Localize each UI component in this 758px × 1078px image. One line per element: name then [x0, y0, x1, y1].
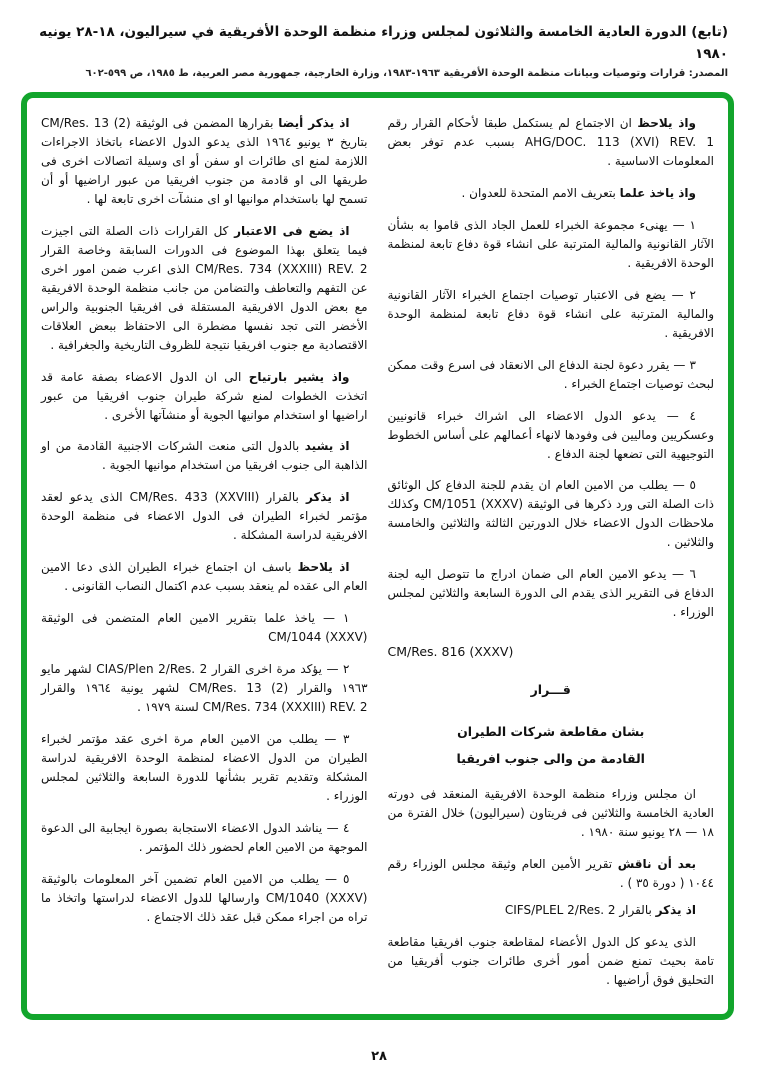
green-border-frame — [21, 92, 734, 1020]
page-number: ٢٨ — [371, 1049, 387, 1064]
column-left — [41, 114, 368, 1003]
left-paragraph-3: واذ يشير بارتياح الى ان الدول الاعضاء بصفة عامة قد اتخذت الخطوات لمنع شركة طيران جنوب افريقيا من عبور اراضيها او استخدام موانيها الجوية أو منشآتها الأخرى . — [41, 369, 368, 422]
left-paragraph-1-lead: اذ يذكر أيضا — [278, 116, 350, 131]
right-paragraph-11: بشان مقاطعة شركات الطيران — [457, 723, 645, 739]
left-paragraph-5: اذ يذكر بالقرار CM/Res. 433 (XXVIII) الذى يدعو لعقد مؤتمر لخبراء الطيران فى الدول الاعضاء فى منظمة الوحدة الافريقية لدراسة المشكلة . — [41, 490, 368, 543]
right-paragraph-1: واذ يلاحظ ان الاجتماع لم يستكمل طبقا لأحكام القرار رقم AHG/DOC. 113 (XVI) REV. 1 بسبب عدم توفر بعض المعلومات الاساسية . — [387, 116, 714, 169]
left-paragraph-3-lead: واذ يشير بارتياح — [248, 369, 350, 384]
source-line: المصدر: قرارات وتوصيات وبيانات منظمة الوحدة الأفريقية ١٩٦٣-١٩٨٣، وزارة الخارجية، جمهورية مصر العربية، ط ١٩٨٥، ص ٥٩٩-٦٠٢ — [85, 68, 728, 80]
left-paragraph-5-lead: اذ يذكر — [305, 490, 350, 505]
left-paragraph-10: ٤ — يناشد الدول الاعضاء الاستجابة بصورة ايجابية الى الدعوة الموجهة من الامين العام لحضور ذلك المؤتمر . — [41, 820, 368, 854]
two-column-text — [41, 114, 714, 1003]
left-paragraph-6: اذ يلاحظ باسف ان اجتماع خبراء الطيران الذى دعا الامين العام الى عقده لم ينعقد بسبب عدم اكتمال النصاب القانونى . — [41, 560, 368, 594]
right-paragraph-2: واذ ياخذ علما بتعريف الامم المتحدة للعدوان . — [461, 186, 696, 201]
right-paragraph-13: ان مجلس وزراء منظمة الوحدة الافريقية المنعقد فى دورته العادية الخامسة والثلاثين فى فريتاون (سيراليون) خلال الفترة من ١٨ — ٢٨ يونيو سنة ١٩٨٠ . — [387, 787, 714, 840]
left-paragraph-2-lead: اذ يضع فى الاعتبار — [234, 223, 350, 238]
left-paragraph-6-lead: اذ يلاحظ — [297, 560, 350, 575]
left-paragraph-2: اذ يضع فى الاعتبار كل القرارات ذات الصلة التى اجيزت فيما يتعلق بهذا الموضوع فى الدورات السابقة وخاصة القرار CM/Res. 734 (XXXIII) REV. 2 الذى اعرب ضمن امور اخرى عن التفهم والتعاطف والتضامن من جانب منظمة الوحدة الافريقية مع بعض الدول الافريقية المستقلة فى افريقيا الجنوبية والراس الأخضر التى تجد نفسها مضطرة الى الاحتفاظ ببعض العلاقات الاقتصادية مع جنوب افريقيا نتيجة للظروف التاريخية والجغرافية . — [41, 223, 368, 352]
right-paragraph-9: CM/Res. 816 (XXXV) — [387, 644, 514, 660]
right-paragraph-2-lead: واذ ياخذ علما — [619, 186, 696, 201]
right-paragraph-5: ٣ — يقرر دعوة لجنة الدفاع الى الانعقاد فى اسرع وقت ممكن لبحث توصيات اجتماع الخبراء . — [387, 357, 714, 391]
right-paragraph-14: بعد أن ناقش تقرير الأمين العام وثيقة مجلس الوزراء رقم ١٠٤٤ ( دورة ٣٥ ) . — [387, 857, 714, 890]
left-paragraph-9: ٣ — يطلب من الامين العام مرة اخرى عقد مؤتمر لخبراء الطيران من الدول الاعضاء لمنظمة الوحدة الافريقية لدراسة المشكلة وتقديم تقرير بشأنها للدورة السابعة والثلاثين لمجلس الوزراء . — [41, 731, 368, 803]
left-paragraph-4-lead: اذ يشيد — [304, 439, 350, 454]
left-paragraph-7: ١ — ياخذ علما بتقرير الامين العام المتضمن فى الوثيقة CM/1044 (XXXV) — [41, 611, 368, 645]
right-paragraph-10: قـــرار — [530, 681, 571, 697]
left-paragraph-1: اذ يذكر أيضا بقرارها المضمن فى الوثيقة CM/Res. 13 (2) بتاريخ ٣ يونيو ١٩٦٤ الذى يدعو الدول الاعضاء باتخاذ الاجراءات اللازمة لمنع اى طائرات او سفن أو اى وسيلة اتصالات اخرى فى طريقها الى او قادمة من جنوب افريقيا من عبور اراضيها أو أن تسمح لها باستخدام موانيها او اى منشآت اخرى تابعة لها . — [41, 116, 368, 206]
right-paragraph-1-lead: واذ يلاحظ — [637, 116, 696, 131]
right-paragraph-7: ٥ — يطلب من الامين العام ان يقدم للجنة الدفاع كل الوثائق ذات الصلة التى ورد ذكرها فى الوثيقة CM/1051 (XXXV) وكذلك ملاحظات الدول الاعضاء خلال الدورتين الثالثة والثلاثين والخامسة والثلاثين . — [387, 478, 714, 550]
right-paragraph-12: القادمة من والى جنوب افريقيا — [456, 751, 645, 767]
right-paragraph-3: ١ — يهنىء مجموعة الخبراء للعمل الجاد الذى قاموا به بشأن الآثار القانونية والمالية المترتبة على انشاء قوة دفاع تابعة لمنظمة الوحدة الافريقية . — [387, 218, 714, 270]
right-paragraph-6: ٤ — يدعو الدول الاعضاء الى اشراك خبراء قانونيين وعسكريين وماليين فى وفودها لانهاء أعمالهم على أساس الخطوط التوجيهية التى تضعها لجنة الدفاع . — [387, 408, 714, 461]
right-paragraph-14-lead: بعد أن ناقش — [617, 857, 696, 872]
right-paragraph-8: ٦ — يدعو الامين العام الى ضمان ادراج ما تتوصل اليه لجنة الدفاع فى التقرير الذى يقدم الى الدورة السابعة والثلاثين لمجلس الوزراء . — [387, 567, 714, 620]
left-paragraph-11: ٥ — يطلب من الامين العام تضمين آخر المعلومات بالوثيقة CM/1040 (XXXV) وارسالها للدول الاعضاء لدراستها واتخاذ ما تراه من اجراء ممكن قبل عقد ذلك الاجتماع . — [41, 871, 368, 924]
right-paragraph-16: الذى يدعو كل الدول الأعضاء لمقاطعة جنوب افريقيا مقاطعة تامة بحيث تمنع ضمن أمور أخرى طائرات جنوب أفريقيا من التحليق فوق أراضيها . — [387, 934, 714, 987]
left-paragraph-4: اذ يشيد بالدول التى منعت الشركات الاجنبية القادمة من او الذاهبة الى جنوب افريقيا من استخدام موانيها الجوية . — [41, 439, 368, 473]
right-paragraph-4: ٢ — يضع فى الاعتبار توصيات اجتماع الخبراء الآثار القانونية والمالية المترتبة على انشاء قوة دفاع تابعة لمنظمة الوحدة الافريقية . — [387, 287, 714, 340]
left-paragraph-8: ٢ — يؤكد مرة اخرى القرار CIAS/Plen 2/Res. 2 لشهر مايو ١٩٦٣ والقرار CM/Res. 13 (2) لشهر يونية ١٩٦٤ والقرار CM/Res. 734 (XXXIII) REV. 2 لسنة ١٩٧٩ . — [41, 662, 368, 714]
page-header — [0, 0, 758, 82]
session-title: (تابع) الدورة العادية الخامسة والثلاثون لمجلس وزراء منظمة الوحدة الأفريقية في سيراليون، ١٨-٢٨ يونيه ١٩٨٠ — [39, 24, 728, 62]
column-right — [388, 114, 715, 1003]
right-paragraph-15-lead: اذ يذكر — [655, 902, 696, 917]
right-paragraph-15: اذ يذكر بالقرار CIFS/PLEL 2/Res. 2 — [504, 902, 696, 917]
